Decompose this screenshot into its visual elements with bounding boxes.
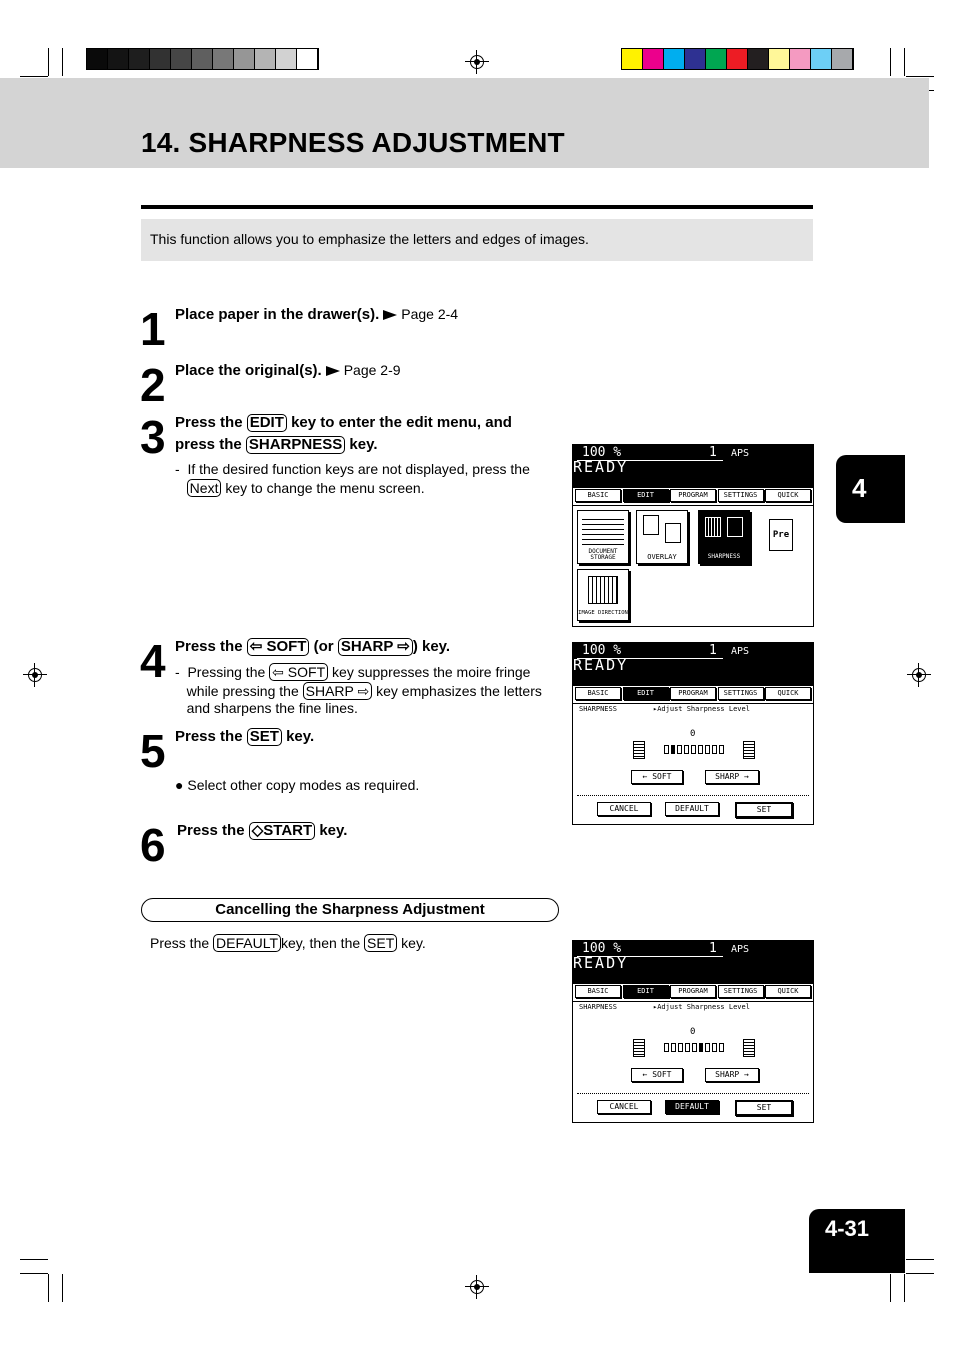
set-button[interactable]: SET bbox=[735, 802, 793, 818]
sharpness-screen bbox=[572, 642, 814, 825]
default-button[interactable]: DEFAULT bbox=[665, 1100, 719, 1114]
level-cell bbox=[699, 1043, 703, 1052]
document-storage-icon bbox=[582, 515, 624, 545]
sharpness-screen-default bbox=[572, 940, 814, 1123]
page-title: 14. SHARPNESS ADJUSTMENT bbox=[141, 127, 565, 158]
function-hint: ▸Adjust Sharpness Level bbox=[653, 705, 750, 713]
mode-tabs bbox=[575, 489, 811, 503]
soft-button[interactable]: ← SOFT bbox=[631, 770, 683, 784]
level-cell bbox=[671, 1043, 676, 1052]
step-number: 4 bbox=[140, 635, 166, 687]
sharp-key: SHARP ⇨ bbox=[303, 682, 373, 700]
tab-basic[interactable]: BASIC bbox=[575, 489, 621, 502]
sharp-document-icon bbox=[743, 1039, 755, 1057]
color-swatch bbox=[769, 49, 790, 69]
function-label: SHARPNESS bbox=[579, 705, 617, 713]
color-calibration-bar bbox=[621, 48, 854, 70]
step-number: 6 bbox=[140, 819, 166, 871]
step-4-text: Press the ⇦ SOFT (or SHARP ⇨ ) key. bbox=[175, 638, 451, 655]
sharpness-key: SHARPNESS bbox=[246, 436, 345, 454]
level-cell bbox=[712, 745, 717, 754]
level-cell bbox=[712, 1043, 717, 1052]
set-key: SET bbox=[364, 934, 397, 952]
soft-button[interactable]: ← SOFT bbox=[631, 1068, 683, 1082]
pointer-arrow-icon bbox=[383, 310, 397, 320]
soft-key: ⇦ SOFT bbox=[269, 663, 328, 681]
pointer-arrow-icon bbox=[326, 366, 340, 376]
level-cell bbox=[685, 1043, 690, 1052]
gray-swatch bbox=[171, 49, 192, 69]
cancel-section-heading: Cancelling the Sharpness Adjustment bbox=[141, 898, 559, 922]
cancel-button[interactable]: CANCEL bbox=[597, 802, 651, 816]
cancel-text: Press the DEFAULT key, then the SET key. bbox=[150, 935, 426, 951]
status-bar: 100 % 1 APS READY bbox=[573, 643, 813, 686]
crop-mark bbox=[906, 76, 934, 77]
level-cell bbox=[719, 1043, 724, 1052]
crop-mark bbox=[906, 1259, 934, 1260]
soft-document-icon bbox=[633, 1039, 645, 1057]
gray-swatch bbox=[297, 49, 318, 69]
page-ref: Page 2-9 bbox=[343, 362, 401, 378]
tab-edit[interactable]: EDIT bbox=[623, 985, 669, 998]
sharp-key: SHARP ⇨ bbox=[338, 638, 413, 656]
intro-text: This function allows you to emphasize the letters and edges of images. bbox=[150, 231, 589, 247]
sharpness-level-indicator bbox=[664, 1043, 724, 1052]
level-cell bbox=[664, 745, 669, 754]
step-5-text: Press the SET key. bbox=[175, 728, 315, 745]
level-cell bbox=[664, 1043, 669, 1052]
color-swatch bbox=[685, 49, 706, 69]
color-swatch bbox=[832, 49, 853, 69]
registration-mark-icon bbox=[467, 1277, 487, 1297]
color-swatch bbox=[811, 49, 832, 69]
level-cell bbox=[719, 745, 724, 754]
cancel-button[interactable]: CANCEL bbox=[597, 1100, 651, 1114]
copy-count: 1 bbox=[709, 445, 717, 460]
gray-swatch bbox=[234, 49, 255, 69]
gray-swatch bbox=[129, 49, 150, 69]
function-label: SHARPNESS bbox=[579, 1003, 617, 1011]
gray-swatch bbox=[108, 49, 129, 69]
mode-tabs bbox=[575, 687, 811, 701]
level-cell bbox=[705, 745, 710, 754]
ready-status: READY bbox=[573, 458, 629, 476]
tab-edit[interactable]: EDIT bbox=[623, 489, 669, 502]
level-cell bbox=[671, 745, 675, 754]
tab-program[interactable]: PROGRAM bbox=[670, 985, 716, 998]
step-number: 1 bbox=[140, 303, 166, 355]
gray-swatch bbox=[276, 49, 297, 69]
set-button[interactable]: SET bbox=[735, 1100, 793, 1116]
tab-basic[interactable]: BASIC bbox=[575, 985, 621, 998]
level-cell bbox=[705, 1043, 710, 1052]
center-marker: 0 bbox=[690, 1027, 696, 1037]
gray-swatch bbox=[213, 49, 234, 69]
function-hint: ▸Adjust Sharpness Level bbox=[653, 1003, 750, 1011]
step-3-text: Press the EDIT key to enter the edit menu, and press the SHARPNESS key. bbox=[175, 414, 512, 453]
tab-settings[interactable]: SETTINGS bbox=[718, 489, 764, 502]
overlay-button[interactable]: OVERLAY bbox=[636, 510, 688, 564]
soft-key: ⇦ SOFT bbox=[247, 638, 310, 656]
pre-icon[interactable]: Pre bbox=[769, 519, 793, 551]
center-marker: 0 bbox=[690, 729, 696, 739]
title-rule bbox=[141, 205, 813, 209]
crop-mark bbox=[20, 1273, 48, 1274]
tab-quick[interactable]: QUICK bbox=[765, 687, 811, 700]
color-swatch bbox=[748, 49, 769, 69]
color-swatch bbox=[643, 49, 664, 69]
level-cell bbox=[684, 745, 689, 754]
crop-mark bbox=[890, 1274, 891, 1302]
start-icon: ◇ bbox=[251, 822, 264, 839]
tab-program[interactable]: PROGRAM bbox=[670, 489, 716, 502]
page-ref: Page 2-4 bbox=[401, 306, 459, 322]
edit-key: EDIT bbox=[247, 414, 287, 432]
sharpness-button[interactable]: SHARPNESS bbox=[698, 510, 750, 564]
document-storage-button[interactable]: DOCUMENT STORAGE bbox=[577, 510, 629, 564]
gray-swatch bbox=[150, 49, 171, 69]
level-cell bbox=[691, 745, 696, 754]
level-cell bbox=[678, 1043, 683, 1052]
crop-mark bbox=[906, 1273, 934, 1274]
status-bar bbox=[573, 445, 813, 488]
sharp-button[interactable]: SHARP → bbox=[705, 770, 759, 784]
color-swatch bbox=[706, 49, 727, 69]
default-button[interactable]: DEFAULT bbox=[665, 802, 719, 816]
aps-label: APS bbox=[731, 448, 750, 459]
start-key: ◇START bbox=[249, 822, 315, 840]
gray-swatch bbox=[87, 49, 108, 69]
level-cell bbox=[677, 745, 682, 754]
bullet-icon: ● bbox=[175, 777, 184, 793]
soft-document-icon bbox=[633, 741, 645, 759]
color-swatch bbox=[622, 49, 643, 69]
default-key: DEFAULT bbox=[213, 934, 281, 952]
crop-mark bbox=[62, 1274, 63, 1302]
step-2-text: Place the original(s). Page 2-9 bbox=[175, 362, 401, 379]
sharpness-icon bbox=[705, 517, 721, 537]
sharpness-level-indicator bbox=[664, 745, 724, 754]
sharp-document-icon bbox=[743, 741, 755, 759]
step-number: 3 bbox=[140, 411, 166, 463]
zoom-readout: 100 % bbox=[582, 445, 622, 460]
color-swatch bbox=[727, 49, 748, 69]
page-number: 4-31 bbox=[809, 1209, 905, 1273]
crop-mark bbox=[48, 48, 49, 76]
crop-mark bbox=[20, 76, 48, 77]
step-number: 2 bbox=[140, 359, 166, 411]
gray-calibration-bar bbox=[86, 48, 319, 70]
set-key: SET bbox=[247, 728, 282, 746]
crop-mark bbox=[62, 48, 63, 76]
tab-quick[interactable]: QUICK bbox=[765, 489, 811, 502]
step-4-note: - Pressing the ⇦ SOFT key suppresses the moire fringe while pressing the SHARP ⇨ key emphasizes the letters and sharpens the fine lines. bbox=[175, 664, 542, 716]
crop-mark bbox=[904, 1274, 905, 1302]
tab-settings[interactable]: SETTINGS bbox=[718, 985, 764, 998]
step-6-text: Press the ◇START key. bbox=[177, 822, 348, 839]
step-number: 5 bbox=[140, 725, 166, 777]
level-cell bbox=[692, 1043, 697, 1052]
image-direction-icon bbox=[588, 576, 618, 604]
step-3-note: - If the desired function keys are not displayed, press the Next key to change the menu screen. bbox=[175, 461, 530, 496]
registration-mark-icon bbox=[25, 665, 45, 685]
tab-program[interactable]: PROGRAM bbox=[670, 687, 716, 700]
image-direction-button[interactable]: IMAGE DIRECTION bbox=[577, 569, 629, 621]
registration-mark-icon bbox=[467, 52, 487, 72]
level-cell bbox=[698, 745, 703, 754]
overlay-icon bbox=[643, 515, 659, 535]
crop-mark bbox=[904, 48, 905, 76]
tab-edit[interactable]: EDIT bbox=[623, 687, 669, 700]
sharp-button[interactable]: SHARP → bbox=[705, 1068, 759, 1082]
registration-mark-icon bbox=[909, 665, 929, 685]
gray-swatch bbox=[255, 49, 276, 69]
crop-mark bbox=[20, 1259, 48, 1260]
edit-menu-screen bbox=[572, 444, 814, 627]
tab-basic[interactable]: BASIC bbox=[575, 687, 621, 700]
color-swatch bbox=[664, 49, 685, 69]
status-bar: 100 % 1 APS READY bbox=[573, 941, 813, 984]
step-5-bullet: ● Select other copy modes as required. bbox=[175, 777, 420, 793]
crop-mark bbox=[48, 1274, 49, 1302]
tab-quick[interactable]: QUICK bbox=[765, 985, 811, 998]
gray-swatch bbox=[192, 49, 213, 69]
crop-mark bbox=[890, 48, 891, 76]
intro-box bbox=[141, 219, 813, 261]
chapter-tab: 4 bbox=[836, 455, 905, 523]
next-key: Next bbox=[187, 479, 222, 497]
mode-tabs bbox=[575, 985, 811, 999]
step-1-text: Place paper in the drawer(s). Page 2-4 bbox=[175, 306, 459, 323]
color-swatch bbox=[790, 49, 811, 69]
tab-settings[interactable]: SETTINGS bbox=[718, 687, 764, 700]
